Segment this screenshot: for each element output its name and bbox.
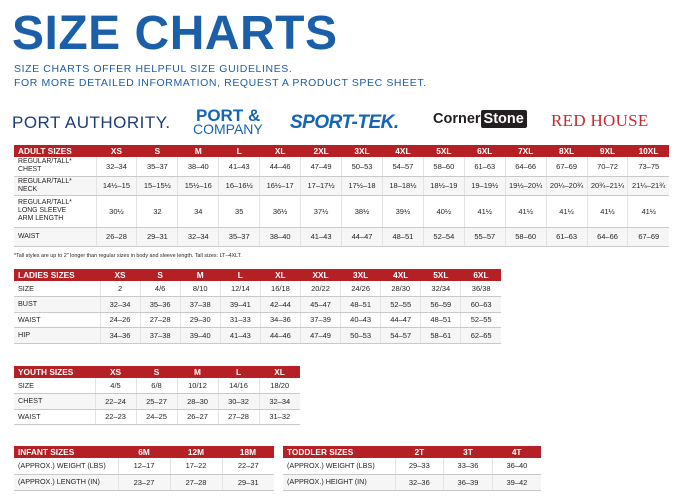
table-header-row <box>14 366 300 378</box>
table-cell: 16½–17 <box>260 176 301 195</box>
table-cell: 41½ <box>587 195 628 227</box>
table-cell: 48–51 <box>341 297 381 313</box>
row-label: SIZE <box>14 378 95 394</box>
table-cell: 36–39 <box>444 474 493 490</box>
table-row <box>14 281 501 297</box>
table-row <box>14 176 669 195</box>
column-header: L <box>219 145 260 157</box>
table-cell: 73–75 <box>628 157 669 176</box>
table-row <box>14 394 300 410</box>
table-cell: 15–15½ <box>137 176 178 195</box>
table-cell: 27–28 <box>218 409 259 425</box>
table-cell: 19½–20¼ <box>505 176 546 195</box>
table-cell: 56–59 <box>421 297 461 313</box>
table-cell: 34–36 <box>260 312 300 328</box>
table-cell: 41½ <box>546 195 587 227</box>
row-label: (APPROX.) WEIGHT (LBS) <box>14 458 118 474</box>
table-cell: 24–26 <box>100 312 140 328</box>
table-cell: 39–40 <box>180 328 220 344</box>
port-authority-logo: PORT AUTHORITY. <box>12 113 171 132</box>
table-cell: 12–17 <box>118 458 170 474</box>
red-house-logo: RED HOUSE <box>551 111 649 130</box>
row-label: WAIST <box>14 312 100 328</box>
column-header: 5XL <box>421 269 461 281</box>
table-row <box>14 227 669 246</box>
table-cell: 2 <box>100 281 140 297</box>
table-cell: 27–28 <box>140 312 180 328</box>
table-cell: 32–34 <box>259 394 300 410</box>
toddler-size-table <box>283 446 541 491</box>
table-cell: 18–18½ <box>382 176 423 195</box>
table-row <box>14 474 274 490</box>
table-cell: 52–55 <box>461 312 501 328</box>
table-cell: 44–46 <box>260 328 300 344</box>
table-cell: 58–60 <box>505 227 546 246</box>
table-cell: 32–36 <box>395 474 444 490</box>
table-cell: 41½ <box>628 195 669 227</box>
table-cell: 32 <box>137 195 178 227</box>
table-cell: 64–66 <box>505 157 546 176</box>
table-cell: 29–33 <box>395 458 444 474</box>
column-header: 6XL <box>461 269 501 281</box>
table-cell: 64–66 <box>587 227 628 246</box>
table-cell: 54–57 <box>381 328 421 344</box>
table-cell: 20¼–20¾ <box>546 176 587 195</box>
table-cell: 37–38 <box>180 297 220 313</box>
table-cell: 27–28 <box>170 474 222 490</box>
table-cell: 60–63 <box>461 297 501 313</box>
column-header: 3XL <box>341 269 381 281</box>
table-cell: 35–36 <box>140 297 180 313</box>
table-cell: 6/8 <box>136 378 177 394</box>
table-cell: 41½ <box>505 195 546 227</box>
table-cell: 70–72 <box>587 157 628 176</box>
table-cell: 41–43 <box>301 227 342 246</box>
table-cell: 47–49 <box>301 157 342 176</box>
table-row <box>14 458 274 474</box>
table-header-row <box>283 446 541 458</box>
table-row <box>14 312 501 328</box>
table-cell: 14/16 <box>218 378 259 394</box>
table-cell: 32–34 <box>178 227 219 246</box>
table-cell: 52–55 <box>381 297 421 313</box>
table-cell: 40½ <box>423 195 464 227</box>
table-cell: 54–57 <box>382 157 423 176</box>
column-header: 3XL <box>342 145 383 157</box>
row-label-line: WAIST <box>18 232 40 240</box>
cornerstone-logo-part2: Stone <box>481 110 527 128</box>
table-cell: 36–40 <box>492 458 541 474</box>
table-cell: 19–19½ <box>464 176 505 195</box>
infant-size-table <box>14 446 274 491</box>
column-header: L <box>218 366 259 378</box>
table-cell: 21¼–21¾ <box>628 176 669 195</box>
cornerstone-logo <box>433 111 527 127</box>
column-header: XS <box>100 269 140 281</box>
table-cell: 50–53 <box>342 157 383 176</box>
table-cell: 32–34 <box>96 157 137 176</box>
table-cell: 15½–16 <box>178 176 219 195</box>
table-cell: 42–44 <box>260 297 300 313</box>
table-cell: 36½ <box>260 195 301 227</box>
table-cell: 37–38 <box>140 328 180 344</box>
table-cell: 26–27 <box>177 409 218 425</box>
table-cell: 17–17½ <box>301 176 342 195</box>
table-cell: 39½ <box>382 195 423 227</box>
row-label <box>14 176 96 195</box>
table-row <box>14 157 669 176</box>
row-label: CHEST <box>14 394 95 410</box>
table-cell: 22–27 <box>222 458 274 474</box>
table-cell: 47–49 <box>300 328 340 344</box>
page-subtitle <box>14 62 427 90</box>
table-cell: 37–39 <box>300 312 340 328</box>
table-cell: 16/18 <box>260 281 300 297</box>
row-label-line: LONG SLEEVE <box>18 207 67 214</box>
table-cell: 28/30 <box>381 281 421 297</box>
column-header: 12M <box>170 446 222 458</box>
table-cell: 31–32 <box>259 409 300 425</box>
table-cell: 29–31 <box>222 474 274 490</box>
table-cell: 14½–15 <box>96 176 137 195</box>
table-cell: 12/14 <box>220 281 260 297</box>
table-cell: 38–40 <box>260 227 301 246</box>
table-cell: 17½–18 <box>342 176 383 195</box>
table-cell: 28–30 <box>177 394 218 410</box>
table-header-row <box>14 446 274 458</box>
column-header: 4T <box>492 446 541 458</box>
table-row <box>14 378 300 394</box>
table-cell: 61–63 <box>464 157 505 176</box>
row-label: (APPROX.) LENGTH (IN) <box>14 474 118 490</box>
table-header-row <box>14 145 669 157</box>
table-row <box>283 474 541 490</box>
table-cell: 41–43 <box>220 328 260 344</box>
table-cell: 48–51 <box>421 312 461 328</box>
column-header: M <box>180 269 220 281</box>
table-cell: 32–34 <box>100 297 140 313</box>
table-cell: 36/38 <box>461 281 501 297</box>
table-cell: 25–27 <box>136 394 177 410</box>
table-cell: 17–22 <box>170 458 222 474</box>
column-header: S <box>136 366 177 378</box>
column-header: 2XL <box>301 145 342 157</box>
column-header: XL <box>260 269 300 281</box>
table-row <box>14 409 300 425</box>
port-company-logo-line2: COMPANY <box>193 121 263 137</box>
table-cell: 41–43 <box>219 157 260 176</box>
table-cell: 33–36 <box>444 458 493 474</box>
table-cell: 39–42 <box>492 474 541 490</box>
table-cell: 39–41 <box>220 297 260 313</box>
table-cell: 24–25 <box>136 409 177 425</box>
table-cell: 55–57 <box>464 227 505 246</box>
row-label-line: REGULAR/TALL* <box>18 177 72 185</box>
table-cell: 30½ <box>96 195 137 227</box>
row-label-line: REGULAR/TALL* <box>18 158 72 166</box>
column-header: 5XL <box>423 145 464 157</box>
table-cell: 50–53 <box>341 328 381 344</box>
table-cell: 52–54 <box>423 227 464 246</box>
table-cell: 8/10 <box>180 281 220 297</box>
column-header: M <box>178 145 219 157</box>
table-cell: 22–24 <box>95 394 136 410</box>
table-cell: 20¾–21¼ <box>587 176 628 195</box>
table-cell: 35–37 <box>219 227 260 246</box>
column-header: 6M <box>118 446 170 458</box>
table-title: YOUTH SIZES <box>14 366 95 378</box>
table-cell: 16–16½ <box>219 176 260 195</box>
table-title: ADULT SIZES <box>14 145 96 157</box>
cornerstone-logo-part1: Corner <box>433 111 481 127</box>
table-header-row <box>14 269 501 281</box>
table-cell: 4/5 <box>95 378 136 394</box>
table-cell: 24/26 <box>341 281 381 297</box>
column-header: 18M <box>222 446 274 458</box>
table-cell: 48–51 <box>382 227 423 246</box>
table-cell: 18½–19 <box>423 176 464 195</box>
table-cell: 30–32 <box>218 394 259 410</box>
table-cell: 32/34 <box>421 281 461 297</box>
row-label <box>14 227 96 246</box>
row-label: (APPROX.) HEIGHT (IN) <box>283 474 395 490</box>
column-header: XL <box>259 366 300 378</box>
brand-logo-row <box>10 104 670 140</box>
row-label-line: REGULAR/TALL* <box>18 199 72 206</box>
table-cell: 35–37 <box>137 157 178 176</box>
column-header: 3T <box>444 446 493 458</box>
table-cell: 67–69 <box>546 157 587 176</box>
table-cell: 10/12 <box>177 378 218 394</box>
column-header: S <box>140 269 180 281</box>
table-row <box>283 458 541 474</box>
column-header: 4XL <box>382 145 423 157</box>
tall-footnote: *Tall styles are up to 2" longer than regular sizes in body and sleeve length. Tall sizes: LT–4XLT. <box>14 253 242 259</box>
subtitle-line-1: SIZE CHARTS OFFER HELPFUL SIZE GUIDELINES. <box>14 63 293 75</box>
row-label <box>14 157 96 176</box>
row-label: HIP <box>14 328 100 344</box>
column-header: XS <box>96 145 137 157</box>
table-cell: 58–61 <box>421 328 461 344</box>
port-company-logo-line1: PORT & <box>196 106 261 125</box>
table-cell: 34 <box>178 195 219 227</box>
table-cell: 29–30 <box>180 312 220 328</box>
row-label: WAIST <box>14 409 95 425</box>
page-title: SIZE CHARTS <box>12 7 338 60</box>
table-cell: 22–23 <box>95 409 136 425</box>
table-cell: 34–36 <box>100 328 140 344</box>
table-row <box>14 328 501 344</box>
table-cell: 18/20 <box>259 378 300 394</box>
table-cell: 29–31 <box>137 227 178 246</box>
table-cell: 62–65 <box>461 328 501 344</box>
row-label-line: NECK <box>18 185 38 193</box>
row-label: BUST <box>14 297 100 313</box>
column-header: 7XL <box>505 145 546 157</box>
table-title: INFANT SIZES <box>14 446 118 458</box>
row-label: (APPROX.) WEIGHT (LBS) <box>283 458 395 474</box>
column-header: XXL <box>300 269 340 281</box>
column-header: 9XL <box>587 145 628 157</box>
column-header: 2T <box>395 446 444 458</box>
table-row <box>14 195 669 227</box>
adult-size-table <box>14 145 669 247</box>
column-header: 4XL <box>381 269 421 281</box>
table-cell: 35 <box>219 195 260 227</box>
table-cell: 61–63 <box>546 227 587 246</box>
table-cell: 40–43 <box>341 312 381 328</box>
row-label-line: CHEST <box>18 166 42 174</box>
table-cell: 4/6 <box>140 281 180 297</box>
subtitle-line-2: FOR MORE DETAILED INFORMATION, REQUEST A PRODUCT SPEC SHEET. <box>14 77 427 89</box>
column-header: 6XL <box>464 145 505 157</box>
column-header: L <box>220 269 260 281</box>
sport-tek-logo: SPORT-TEK. <box>290 112 399 133</box>
table-cell: 44–46 <box>260 157 301 176</box>
row-label: SIZE <box>14 281 100 297</box>
table-row <box>14 297 501 313</box>
table-cell: 38½ <box>342 195 383 227</box>
table-cell: 37½ <box>301 195 342 227</box>
table-cell: 31–33 <box>220 312 260 328</box>
column-header: XS <box>95 366 136 378</box>
table-cell: 38–40 <box>178 157 219 176</box>
table-cell: 41½ <box>464 195 505 227</box>
row-label <box>14 195 96 227</box>
table-cell: 44–47 <box>342 227 383 246</box>
youth-size-table <box>14 366 300 425</box>
row-label-line: ARM LENGTH <box>18 215 64 222</box>
table-title: TODDLER SIZES <box>283 446 395 458</box>
table-cell: 45–47 <box>300 297 340 313</box>
table-cell: 26–28 <box>96 227 137 246</box>
table-cell: 58–60 <box>423 157 464 176</box>
table-cell: 23–27 <box>118 474 170 490</box>
column-header: S <box>137 145 178 157</box>
table-cell: 20/22 <box>300 281 340 297</box>
column-header: XL <box>260 145 301 157</box>
column-header: 8XL <box>546 145 587 157</box>
table-title: LADIES SIZES <box>14 269 100 281</box>
table-cell: 67–69 <box>628 227 669 246</box>
column-header: M <box>177 366 218 378</box>
column-header: 10XL <box>628 145 669 157</box>
table-cell: 44–47 <box>381 312 421 328</box>
ladies-size-table <box>14 269 501 344</box>
